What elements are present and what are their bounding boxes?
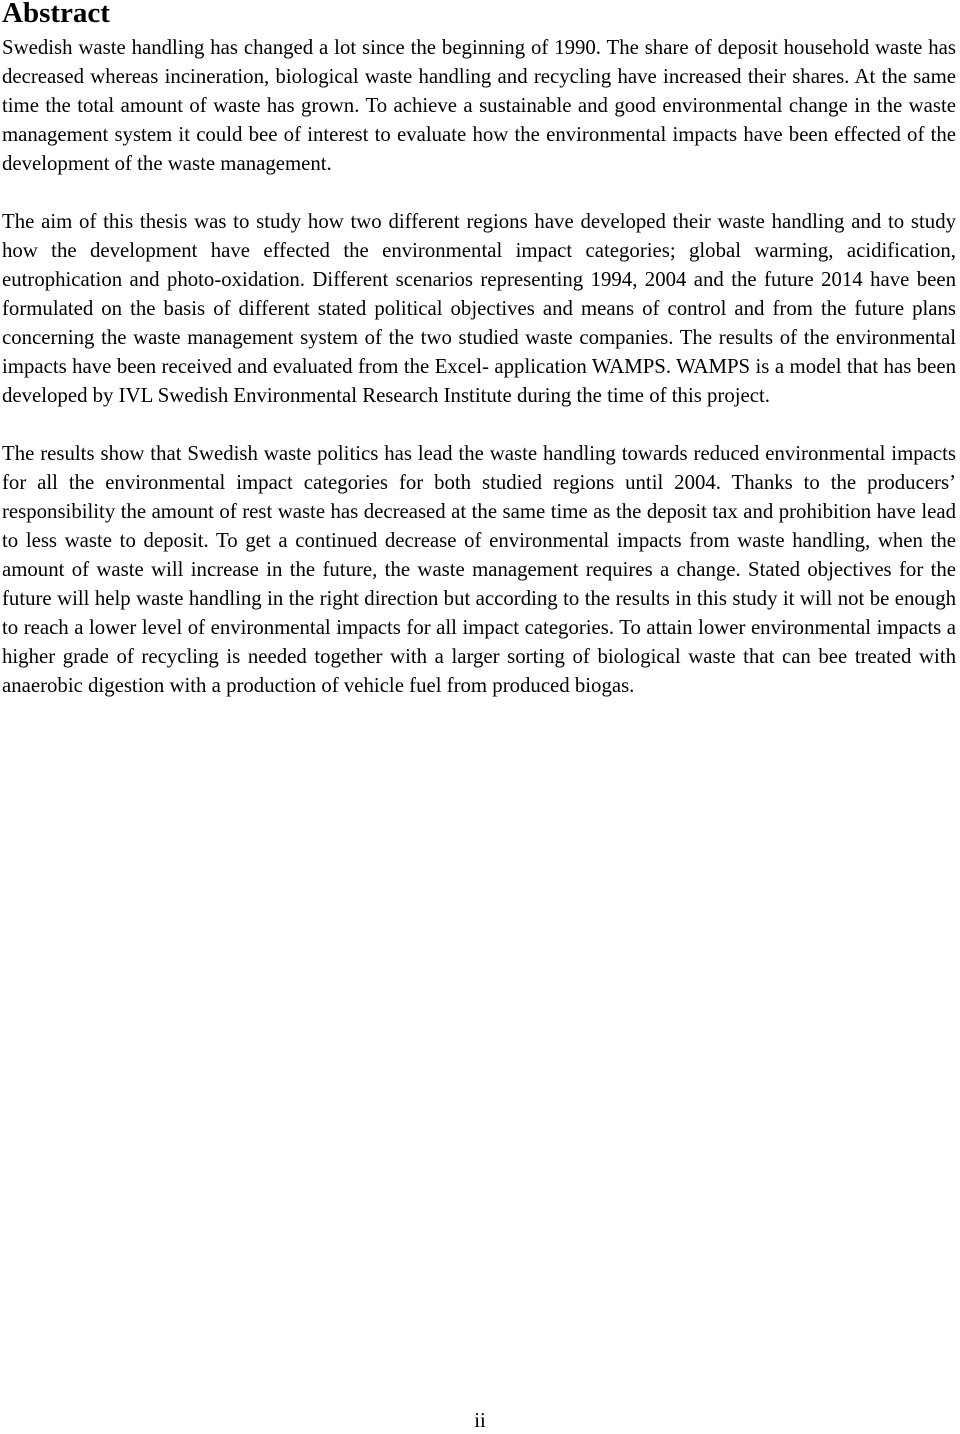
abstract-paragraph-1: Swedish waste handling has changed a lot since the beginning of 1990. The share of deposit household waste has decreased whereas incineration, biological waste handling and recycling have increased their shares. At the same time the total amount of waste has grown. To achieve a sustainable and good environmental change in the waste management system it could bee of interest to evaluate how the environmental impacts have been effected of the development of the waste management. bbox=[2, 36, 956, 175]
page-number: ii bbox=[474, 1409, 486, 1432]
abstract-paragraph-2: The aim of this thesis was to study how two different regions have developed their waste handling and to study how the development have effected the environmental impact categories; global warming, acidification, eutrophication and photo-oxidation. Different scenarios representing 1994, 2004 and the future 2014 have been formulated on the basis of different stated political objectives and means of control and from the future plans concerning the waste management system of the two studied waste companies. The results of the environmental impacts have been received and evaluated from the Excel- application WAMPS. WAMPS is a model that has been developed by IVL Swedish Environmental Research Institute during the time of this project. bbox=[2, 210, 956, 407]
section-heading-abstract: Abstract bbox=[2, 0, 110, 29]
abstract-body bbox=[2, 33, 956, 729]
abstract-paragraph-3: The results show that Swedish waste politics has lead the waste handling towards reduced environmental impacts for all the environmental impact categories for both studied regions until 2004. Thanks to the producers’ responsibility the amount of rest waste has decreased at the same time as the deposit tax and prohibition have lead to less waste to deposit. To get a continued decrease of environmental impacts from waste handling, when the amount of waste will increase in the future, the waste management requires a change. Stated objectives for the future will help waste handling in the right direction but according to the results in this study it will not be enough to reach a lower level of environmental impacts for all impact categories. To attain lower environmental impacts a higher grade of recycling is needed together with a larger sorting of biological waste that can bee treated with anaerobic digestion with a production of vehicle fuel from produced biogas. bbox=[2, 442, 956, 697]
